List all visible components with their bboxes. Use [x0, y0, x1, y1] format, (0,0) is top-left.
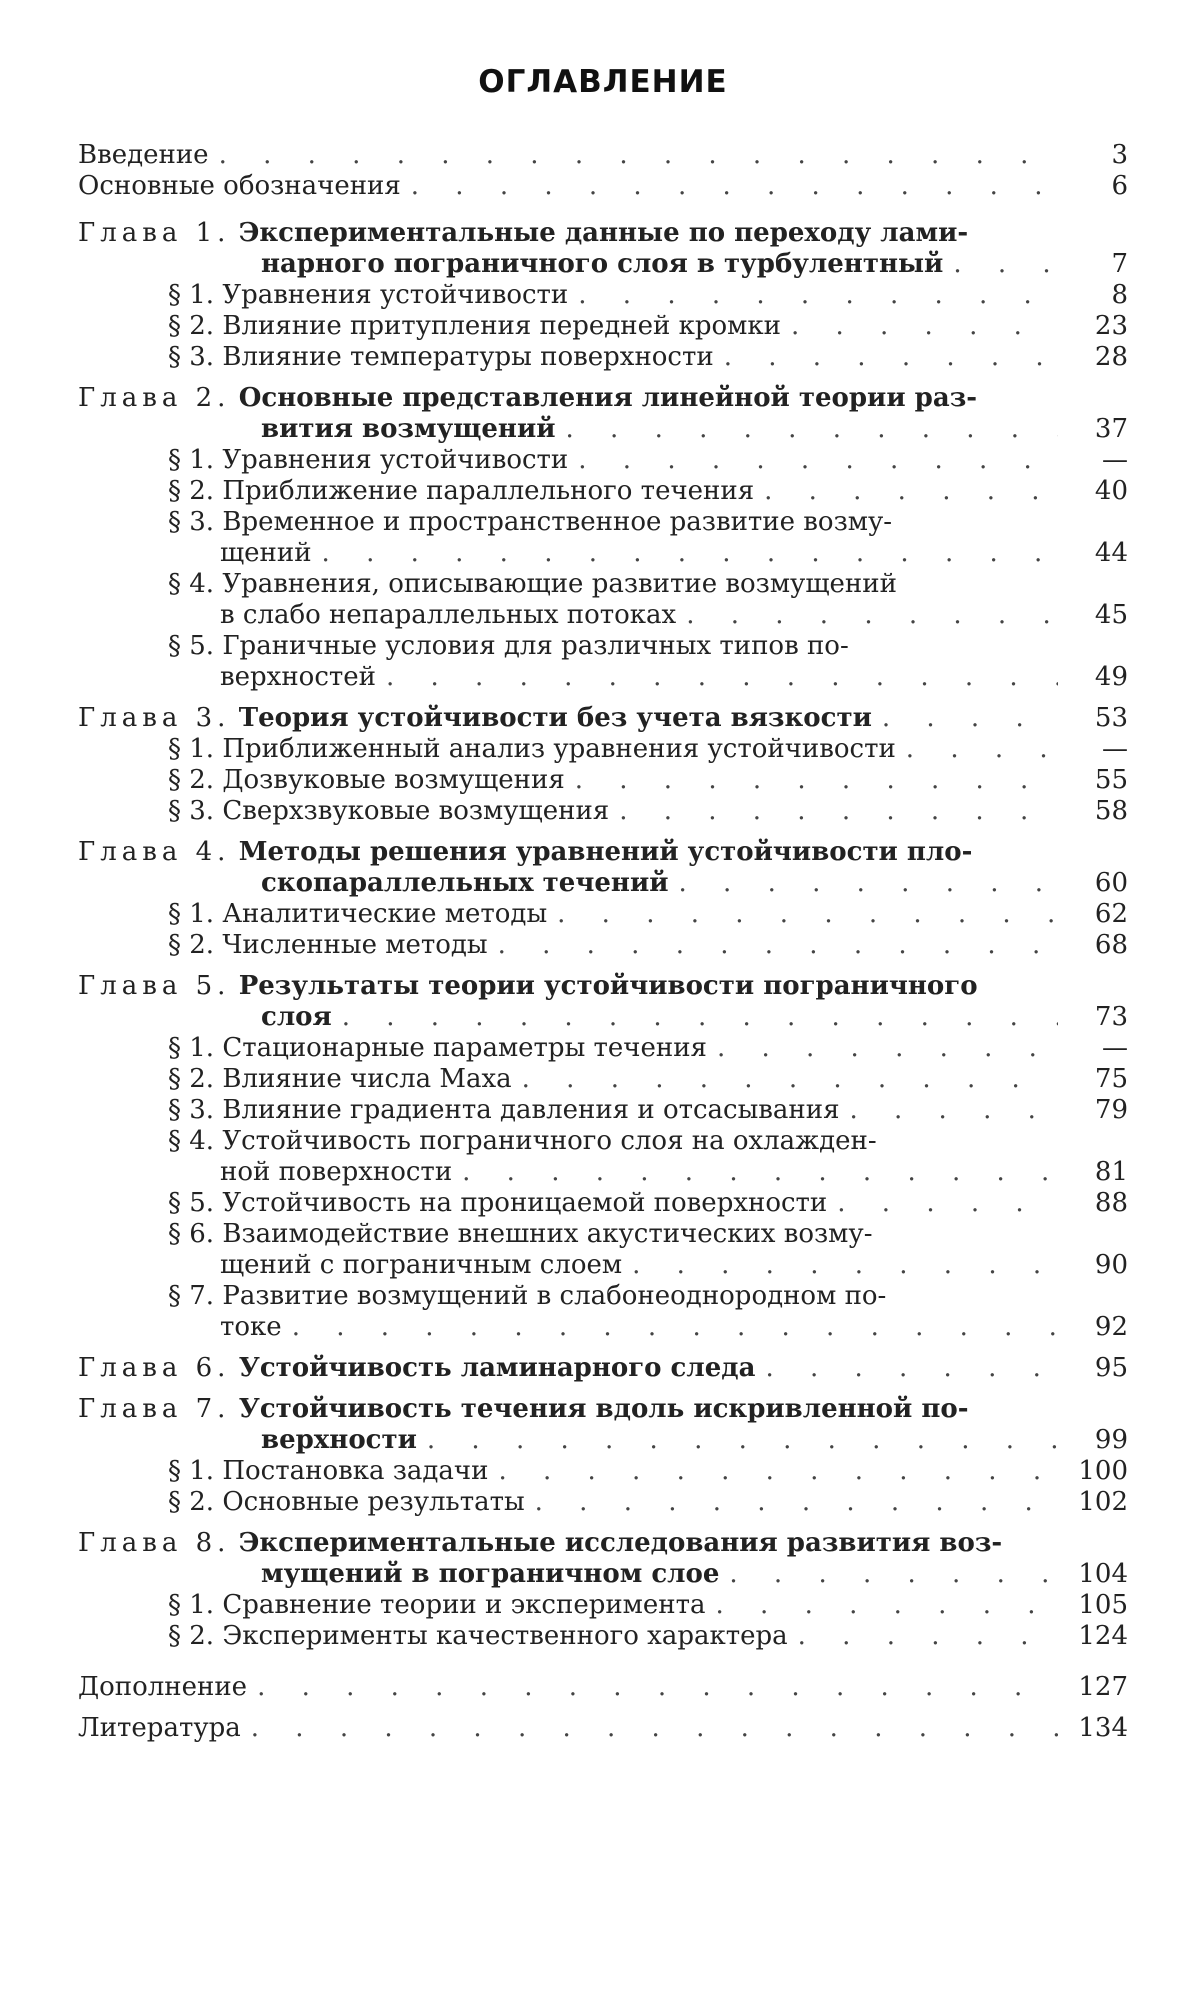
- toc-entry-back: [78, 1713, 1128, 1744]
- page-number: —: [1102, 1033, 1128, 1063]
- page-number: 105: [1078, 1590, 1128, 1620]
- chapter-title: Экспериментальные данные по переходу лами-: [238, 218, 969, 248]
- entry-label: § 2. Эксперименты качественного характера: [168, 1621, 788, 1651]
- entry-label: ной поверхности: [220, 1157, 453, 1187]
- dot-leader: [686, 600, 1058, 631]
- dot-leader: [522, 1064, 1058, 1095]
- chapter-label: [78, 218, 968, 249]
- page-number: 75: [1094, 1064, 1128, 1094]
- chapter-prefix: Глава 8.: [78, 1528, 231, 1558]
- entry-label: мущений в пограничном слое: [261, 1559, 720, 1589]
- section-entry: [78, 311, 1128, 342]
- section-entry: [78, 476, 1128, 507]
- page-number: 40: [1094, 476, 1128, 506]
- page-number: 90: [1094, 1250, 1128, 1280]
- dot-leader: [953, 249, 1058, 280]
- chapter-prefix: Глава 5.: [78, 971, 231, 1001]
- chapter-heading: [78, 1394, 1128, 1425]
- entry-label: в слабо непараллельных потоках: [220, 600, 677, 630]
- section-entry: [78, 280, 1128, 311]
- chapter-heading-cont: [78, 1559, 1128, 1590]
- entry-label: § 1. Аналитические методы: [168, 899, 548, 929]
- entry-label: § 2. Основные результаты: [168, 1487, 525, 1517]
- page-number: 55: [1094, 765, 1128, 795]
- entry-label: § 3. Временное и пространственное развитие возму-: [168, 507, 893, 537]
- page-number: 60: [1094, 868, 1128, 898]
- page-number: 104: [1078, 1559, 1128, 1589]
- entry-label: § 5. Граничные условия для различных типов по-: [168, 631, 849, 661]
- dot-leader: [557, 899, 1058, 930]
- chapter-prefix: Глава 4.: [78, 837, 231, 867]
- dot-leader: [498, 930, 1058, 961]
- dot-leader: [566, 414, 1058, 445]
- dot-leader: [386, 662, 1058, 693]
- entry-label: щений: [220, 538, 312, 568]
- dot-leader: [322, 538, 1058, 569]
- chapter-label: [78, 1394, 969, 1425]
- section-entry: [78, 1064, 1128, 1095]
- dot-leader: [578, 280, 1058, 311]
- page-number: 7: [1111, 249, 1128, 279]
- entry-label: верхностей: [220, 662, 376, 692]
- dot-leader: [427, 1425, 1058, 1456]
- dot-leader: [251, 1713, 1058, 1744]
- page-number: 134: [1078, 1713, 1128, 1743]
- entry-label: § 1. Постановка задачи: [168, 1456, 489, 1486]
- dot-leader: [619, 796, 1058, 827]
- dot-leader: [906, 734, 1058, 765]
- page-number: 45: [1094, 600, 1128, 630]
- chapter-heading: [78, 971, 1128, 1002]
- page-number: 62: [1094, 899, 1128, 929]
- section-entry: [78, 930, 1128, 961]
- dot-leader: [632, 1250, 1058, 1281]
- dot-leader: [764, 476, 1058, 507]
- page-number: 81: [1094, 1157, 1128, 1187]
- chapter-prefix: Глава 6.: [78, 1353, 231, 1383]
- dot-leader: [716, 1590, 1058, 1621]
- dot-leader: [679, 868, 1058, 899]
- table-of-contents: [78, 140, 1128, 1754]
- page-number: 8: [1111, 280, 1128, 310]
- chapter-heading: [78, 1353, 1128, 1384]
- entry-label: § 1. Приближенный анализ уравнения устойчивости: [168, 734, 896, 764]
- chapter-title: Устойчивость течения вдоль искривленной по-: [238, 1394, 969, 1424]
- entry-label: § 1. Уравнения устойчивости: [168, 280, 569, 310]
- chapter-title: Методы решения уравнений устойчивости пло-: [238, 837, 973, 867]
- chapter-prefix: Глава 2.: [78, 383, 231, 413]
- page-number: 88: [1094, 1188, 1128, 1218]
- section-entry-cont: [78, 538, 1128, 569]
- chapter-heading-cont: [78, 249, 1128, 280]
- entry-label: § 2. Численные методы: [168, 930, 488, 960]
- section-entry: [78, 342, 1128, 373]
- section-entry: [78, 1621, 1128, 1652]
- page-number: 95: [1094, 1353, 1128, 1383]
- chapter-heading: [78, 703, 1128, 734]
- section-entry-cont: [78, 662, 1128, 693]
- page-number: 79: [1094, 1095, 1128, 1125]
- chapter-heading: [78, 218, 1128, 249]
- chapter-label: [78, 837, 972, 868]
- page-number: 58: [1094, 796, 1128, 826]
- section-entry-cont: [78, 1250, 1128, 1281]
- entry-label: щений с пограничным слоем: [220, 1250, 623, 1280]
- chapter-prefix: Глава 1.: [78, 218, 231, 248]
- dot-leader: [462, 1157, 1058, 1188]
- entry-label: Дополнение: [78, 1672, 248, 1702]
- page-number: 127: [1078, 1672, 1128, 1702]
- page-number: 37: [1094, 414, 1128, 444]
- entry-label: § 1. Сравнение теории и эксперимента: [168, 1590, 706, 1620]
- dot-leader: [837, 1188, 1058, 1219]
- dot-leader: [292, 1312, 1058, 1343]
- entry-label: § 2. Влияние притупления передней кромки: [168, 311, 781, 341]
- dot-leader: [575, 765, 1058, 796]
- dot-leader: [717, 1033, 1058, 1064]
- section-entry: [78, 1487, 1128, 1518]
- section-entry: [78, 1281, 1128, 1312]
- chapter-heading-cont: [78, 1425, 1128, 1456]
- entry-label: § 7. Развитие возмущений в слабонеоднородном по-: [168, 1281, 887, 1311]
- chapter-title: Устойчивость ламинарного следа: [238, 1353, 756, 1383]
- page-number: —: [1102, 445, 1128, 475]
- page-number: 99: [1094, 1425, 1128, 1455]
- section-entry: [78, 796, 1128, 827]
- dot-leader: [342, 1002, 1058, 1033]
- section-entry: [78, 1033, 1128, 1064]
- entry-label: § 3. Сверхзвуковые возмущения: [168, 796, 610, 826]
- dot-leader: [791, 311, 1058, 342]
- section-entry: [78, 569, 1128, 600]
- entry-label: скопараллельных течений: [261, 868, 669, 898]
- entry-label: вития возмущений: [261, 414, 556, 444]
- chapter-title: Результаты теории устойчивости пограничного: [238, 971, 978, 1001]
- chapter-label: [78, 1528, 1002, 1559]
- toc-entry-front: [78, 171, 1128, 202]
- entry-label: токе: [220, 1312, 282, 1342]
- page-number: 49: [1094, 662, 1128, 692]
- dot-leader: [411, 171, 1058, 202]
- chapter-label: [78, 971, 978, 1002]
- dot-leader: [498, 1456, 1058, 1487]
- entry-label: § 1. Стационарные параметры течения: [168, 1033, 707, 1063]
- page-number: —: [1102, 734, 1128, 764]
- entry-label: Основные обозначения: [78, 171, 401, 201]
- chapter-heading: [78, 383, 1128, 414]
- dot-leader: [578, 445, 1058, 476]
- entry-label: Введение: [78, 140, 209, 170]
- chapter-prefix: Глава 7.: [78, 1394, 231, 1424]
- section-entry-cont: [78, 1312, 1128, 1343]
- dot-leader: [765, 1353, 1058, 1384]
- dot-leader: [724, 342, 1058, 373]
- toc-entry-front: [78, 140, 1128, 171]
- dot-leader: [882, 703, 1058, 734]
- entry-label: нарного пограничного слоя в турбулентный: [261, 249, 944, 279]
- entry-label: § 2. Влияние числа Маха: [168, 1064, 512, 1094]
- entry-label: § 1. Уравнения устойчивости: [168, 445, 569, 475]
- page-number: 92: [1094, 1312, 1128, 1342]
- chapter-heading-cont: [78, 414, 1128, 445]
- chapter-title: Теория устойчивости без учета вязкости: [238, 703, 872, 733]
- section-entry: [78, 734, 1128, 765]
- dot-leader: [219, 140, 1058, 171]
- page-number: 68: [1094, 930, 1128, 960]
- entry-label: § 4. Устойчивость пограничного слоя на охлажден-: [168, 1126, 877, 1156]
- entry-label: верхности: [261, 1425, 417, 1455]
- section-entry-cont: [78, 1157, 1128, 1188]
- chapter-heading: [78, 837, 1128, 868]
- dot-leader: [729, 1559, 1058, 1590]
- section-entry: [78, 899, 1128, 930]
- chapter-heading-cont: [78, 1002, 1128, 1033]
- chapter-label: [78, 383, 977, 414]
- entry-label: § 6. Взаимодействие внешних акустических возму-: [168, 1219, 873, 1249]
- entry-label: § 3. Влияние температуры поверхности: [168, 342, 714, 372]
- page-number: 28: [1094, 342, 1128, 372]
- dot-leader: [798, 1621, 1058, 1652]
- section-entry: [78, 445, 1128, 476]
- page-number: 53: [1094, 703, 1128, 733]
- chapter-prefix: Глава 3.: [78, 703, 231, 733]
- dot-leader: [535, 1487, 1058, 1518]
- chapter-label: [78, 703, 872, 734]
- section-entry: [78, 1456, 1128, 1487]
- page-number: 124: [1078, 1621, 1128, 1651]
- section-entry: [78, 1219, 1128, 1250]
- section-entry-cont: [78, 600, 1128, 631]
- page-number: 73: [1094, 1002, 1128, 1032]
- page-number: 6: [1111, 171, 1128, 201]
- chapter-heading-cont: [78, 868, 1128, 899]
- page-number: 3: [1111, 140, 1128, 170]
- section-entry: [78, 1188, 1128, 1219]
- page-title: ОГЛАВЛЕНИЕ: [478, 64, 728, 100]
- section-entry: [78, 631, 1128, 662]
- dot-leader: [850, 1095, 1059, 1126]
- section-entry: [78, 1590, 1128, 1621]
- section-entry: [78, 507, 1128, 538]
- chapter-label: [78, 1353, 755, 1384]
- entry-label: § 2. Приближение параллельного течения: [168, 476, 755, 506]
- chapter-title: Основные представления линейной теории раз-: [238, 383, 978, 413]
- section-entry: [78, 1126, 1128, 1157]
- section-entry: [78, 765, 1128, 796]
- page-number: 23: [1094, 311, 1128, 341]
- entry-label: § 2. Дозвуковые возмущения: [168, 765, 565, 795]
- toc-entry-back: [78, 1672, 1128, 1703]
- section-entry: [78, 1095, 1128, 1126]
- page-number: 100: [1078, 1456, 1128, 1486]
- entry-label: § 5. Устойчивость на проницаемой поверхности: [168, 1188, 828, 1218]
- page-number: 44: [1094, 538, 1128, 568]
- chapter-title: Экспериментальные исследования развития воз-: [238, 1528, 1003, 1558]
- entry-label: слоя: [261, 1002, 332, 1032]
- entry-label: § 4. Уравнения, описывающие развитие возмущений: [168, 569, 897, 599]
- entry-label: Литература: [78, 1713, 241, 1743]
- chapter-heading: [78, 1528, 1128, 1559]
- page-number: 102: [1078, 1487, 1128, 1517]
- entry-label: § 3. Влияние градиента давления и отсасывания: [168, 1095, 840, 1125]
- dot-leader: [257, 1672, 1058, 1703]
